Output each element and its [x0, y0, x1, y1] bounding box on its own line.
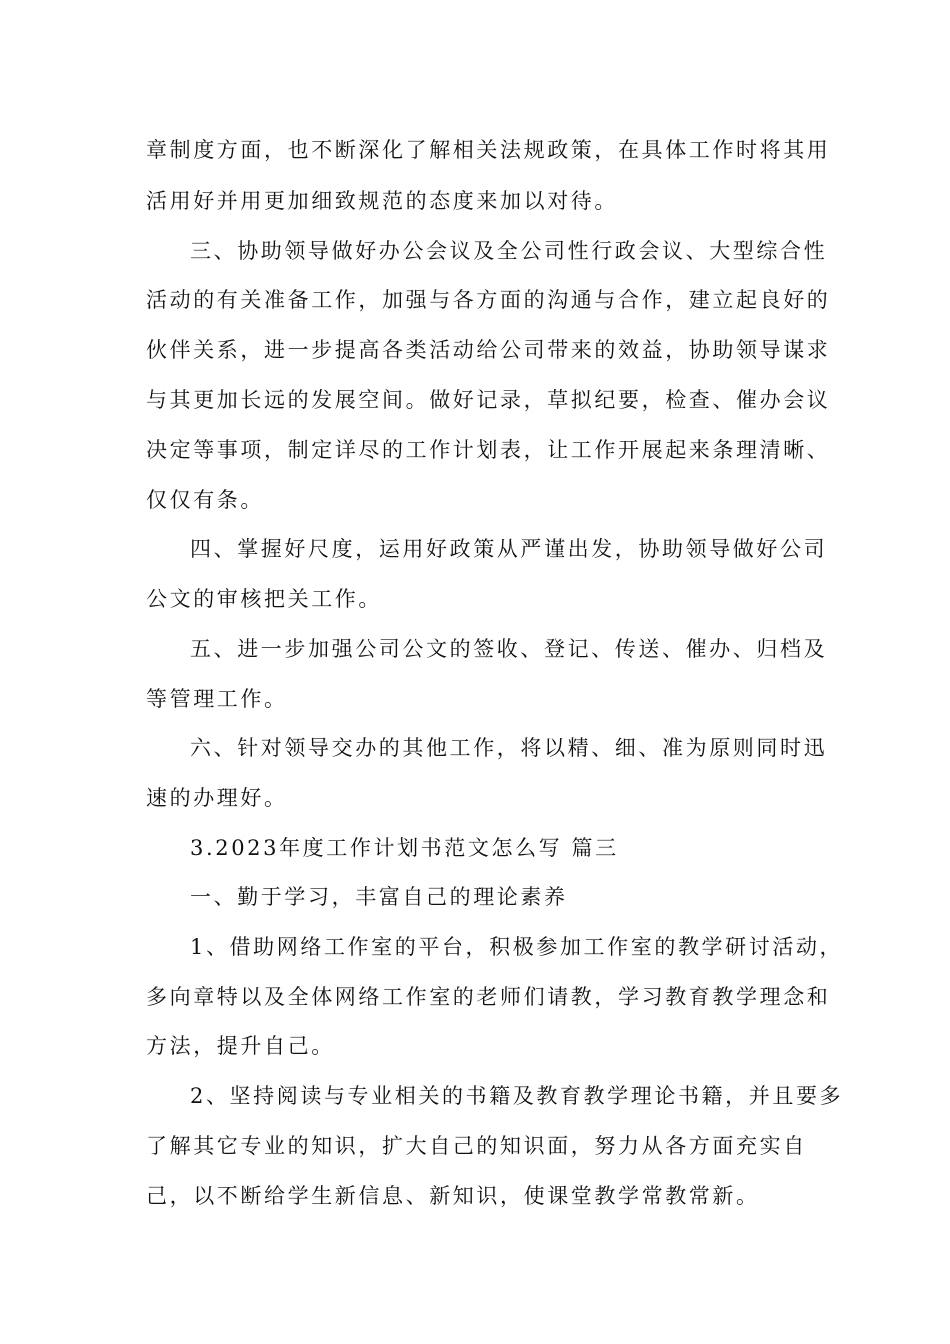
text-line: 章制度方面，也不断深化了解相关法规政策，在具体工作时将其用 — [146, 138, 831, 162]
text-line: 与其更加长远的发展空间。做好记录，草拟纪要，检查、催办会议 — [146, 388, 831, 412]
text-line: 2、坚持阅读与专业相关的书籍及教育教学理论书籍，并且要多 — [190, 1084, 844, 1108]
heading-line: 3.2023年度工作计划书范文怎么写 篇三 — [190, 836, 619, 860]
text-line: 公文的审核把关工作。 — [146, 587, 382, 611]
text-line: 三、协助领导做好办公会议及全公司性行政会议、大型综合性 — [190, 239, 828, 263]
text-line: 活动的有关准备工作，加强与各方面的沟通与合作，建立起良好的 — [146, 288, 831, 312]
text-line: 己，以不断给学生新信息、新知识，使课堂教学常教常新。 — [146, 1184, 760, 1208]
text-line: 速的办理好。 — [146, 786, 288, 810]
text-line: 五、进一步加强公司公文的签收、登记、传送、催办、归档及 — [190, 637, 828, 661]
text-line: 活用好并用更加细致规范的态度来加以对待。 — [146, 189, 618, 213]
text-line: 六、针对领导交办的其他工作，将以精、细、准为原则同时迅 — [190, 736, 828, 760]
text-line: 仅仅有条。 — [146, 488, 264, 512]
text-line: 一、勤于学习，丰富自己的理论素养 — [190, 885, 568, 909]
text-line: 了解其它专业的知识，扩大自己的知识面，努力从各方面充实自 — [146, 1134, 807, 1158]
text-line: 伙伴关系，进一步提高各类活动给公司带来的效益，协助领导谋求 — [146, 338, 831, 362]
text-line: 四、掌握好尺度，运用好政策从严谨出发，协助领导做好公司 — [190, 537, 828, 561]
text-line: 多向章特以及全体网络工作室的老师们请教，学习教育教学理念和 — [146, 985, 831, 1009]
text-line: 决定等事项，制定详尽的工作计划表，让工作开展起来条理清晰、 — [146, 438, 831, 462]
text-line: 1、借助网络工作室的平台，积极参加工作室的教学研讨活动， — [190, 935, 844, 959]
text-line: 方法，提升自己。 — [146, 1034, 335, 1058]
text-line: 等管理工作。 — [146, 687, 288, 711]
